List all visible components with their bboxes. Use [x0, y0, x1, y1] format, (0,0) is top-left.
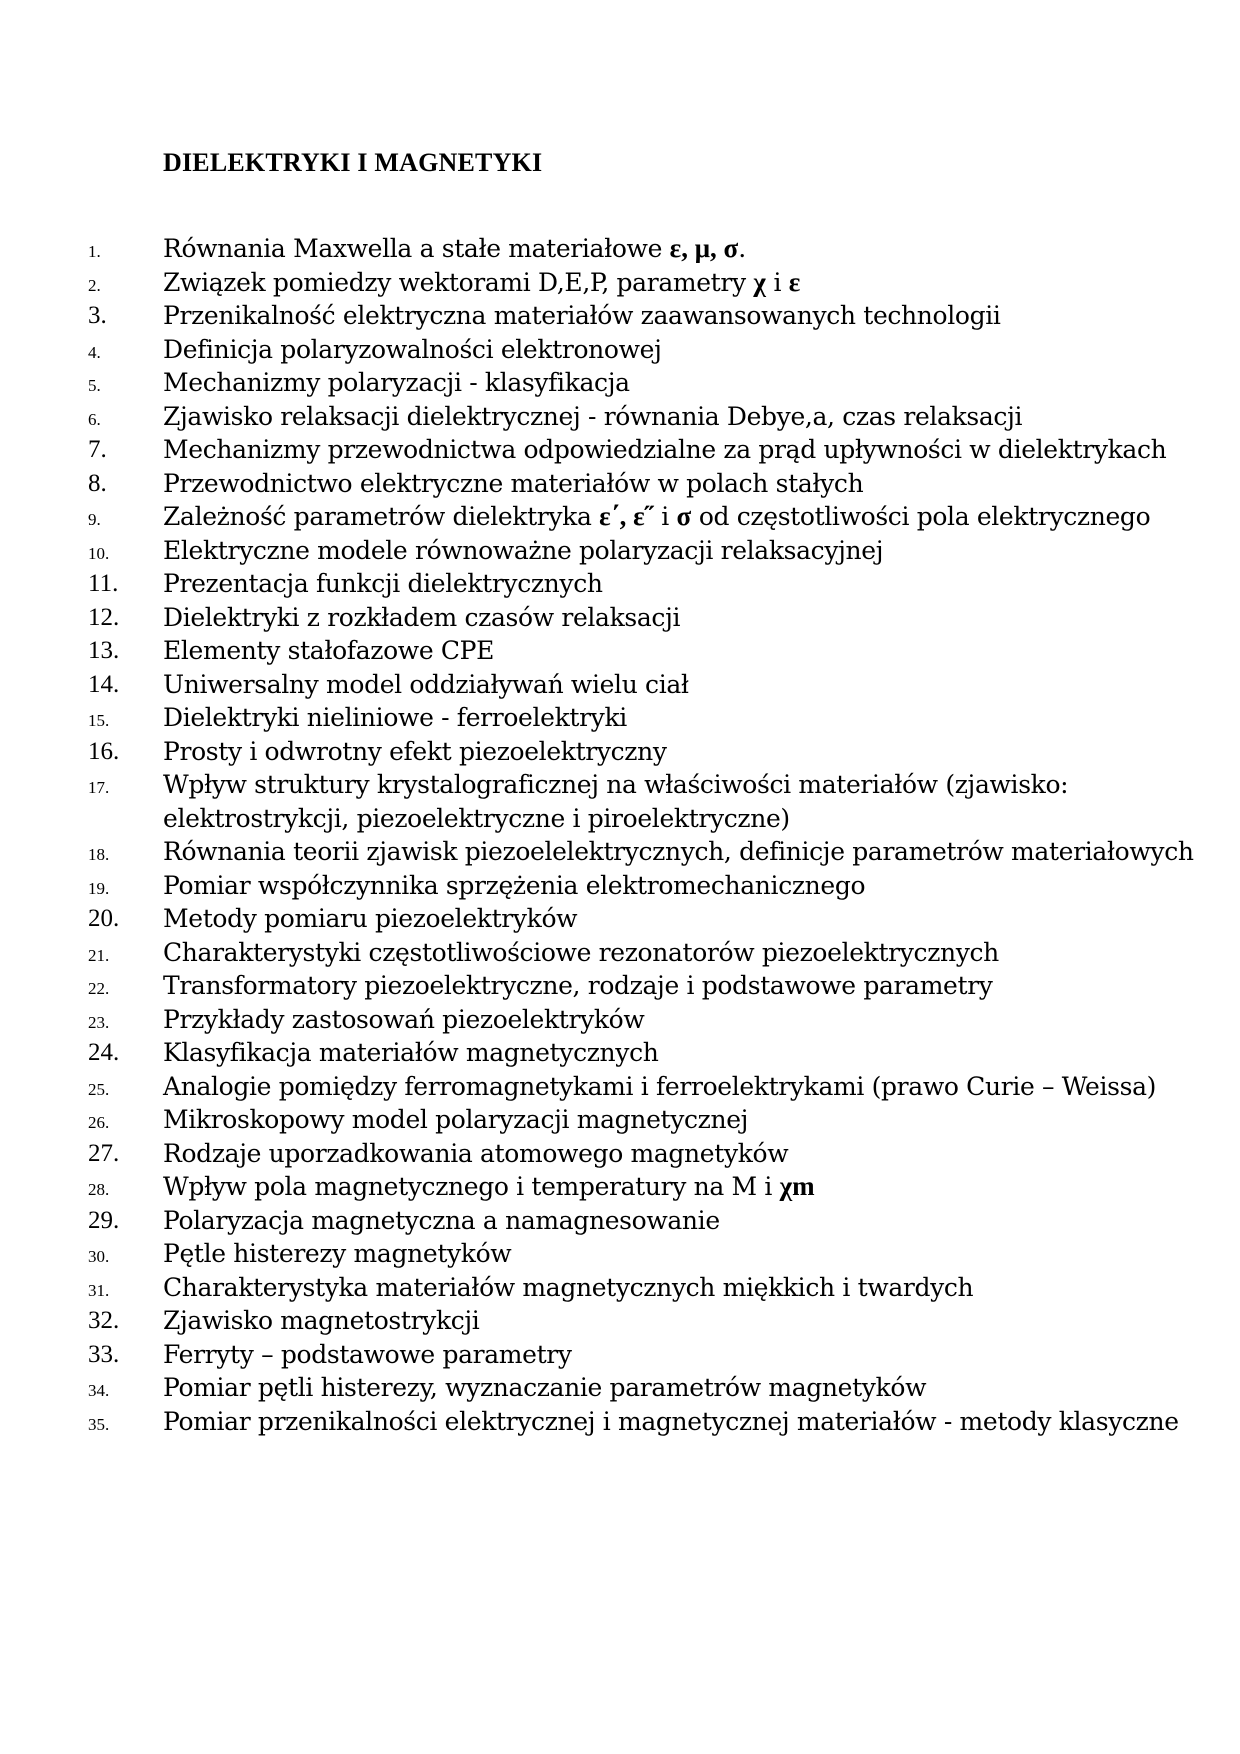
- topic-item: [0, 299, 1240, 333]
- topic-item: [0, 936, 1240, 970]
- topic-item: [0, 366, 1240, 400]
- topic-text-segment: Zjawisko relaksacji dielektrycznej - równania Debye,a, czas relaksacji: [163, 401, 1023, 431]
- topic-number: 18.: [88, 845, 110, 864]
- topic-text-segment: Mechanizmy polaryzacji - klasyfikacja: [163, 368, 630, 397]
- topic-text: [163, 1103, 1163, 1137]
- topic-number: 11.: [88, 570, 119, 597]
- topic-text-segment: Rodzaje uporzadkowania atomowego magnetyków: [163, 1138, 789, 1168]
- topic-text-segment: Uniwersalny model oddziaływań wielu ciał: [163, 669, 689, 699]
- topic-text: [163, 232, 1163, 266]
- topic-text-segment: Charakterystyka materiałów magnetycznych miękkich i twardych: [163, 1272, 974, 1302]
- topic-item: [0, 1103, 1240, 1137]
- topic-text: [163, 1137, 1163, 1171]
- topic-item: [0, 567, 1240, 601]
- topic-text-segment: od częstotliwości pola elektrycznego: [691, 502, 1151, 531]
- topic-text: [163, 534, 1163, 568]
- topic-item: [0, 768, 1240, 835]
- topic-number: 8.: [88, 469, 107, 497]
- topic-text-segment: Transformatory piezoelektryczne, rodzaje i podstawowe parametry: [163, 971, 993, 1000]
- topic-number: 23.: [88, 1012, 110, 1032]
- topic-text: [163, 969, 1163, 1003]
- topic-item: [0, 333, 1240, 367]
- topic-item: [0, 1304, 1240, 1338]
- topic-text-segment: Dielektryki nieliniowe - ferroelektryki: [163, 703, 627, 732]
- topic-text-segment: Zjawisko magnetostrykcji: [163, 1306, 480, 1335]
- topic-text-segment: Pomiar pętli histerezy, wyznaczanie parametrów magnetyków: [163, 1373, 927, 1402]
- topic-text: [163, 1405, 1179, 1439]
- topic-item: [0, 1338, 1240, 1372]
- topic-text: [163, 1304, 1163, 1338]
- topic-number: 15.: [88, 711, 110, 730]
- topic-number: 9.: [88, 510, 101, 529]
- topic-item: [0, 701, 1240, 735]
- topic-number: 35.: [88, 1414, 110, 1434]
- topic-item: [0, 1036, 1240, 1070]
- topic-number: 21.: [88, 945, 110, 965]
- topic-text-segment: Wpływ pola magnetycznego i temperatury na M i: [163, 1172, 780, 1201]
- topic-text-segment: Dielektryki z rozkładem czasów relaksacji: [163, 602, 681, 632]
- topic-text: [163, 500, 1163, 534]
- topic-text-segment: Związek pomiedzy wektorami D,E,P, parametry: [163, 267, 754, 297]
- topic-item: [0, 869, 1240, 903]
- topic-text: [163, 902, 1163, 936]
- topic-number: 2.: [88, 275, 101, 295]
- topic-item: [0, 433, 1240, 467]
- topic-item: [0, 1271, 1240, 1305]
- topic-text: [163, 333, 1163, 367]
- topic-text: [163, 668, 1163, 702]
- topic-text-segment: Przykłady zastosowań piezoelektryków: [163, 1004, 645, 1034]
- topic-text: [163, 1204, 1163, 1238]
- topic-text-segment: Metody pomiaru piezoelektryków: [163, 904, 578, 933]
- math-symbol: ε΄, ε˝: [599, 501, 654, 531]
- topic-text-segment: Elektryczne modele równoważne polaryzacji relaksacyjnej: [163, 535, 884, 565]
- topic-number: 13.: [88, 637, 120, 664]
- topic-item: [0, 1237, 1240, 1271]
- math-symbol: σ: [676, 501, 692, 531]
- topic-text: [163, 266, 1163, 300]
- topic-item: [0, 467, 1240, 501]
- topic-number: 28.: [88, 1180, 110, 1199]
- math-symbol: ε, μ, σ: [669, 233, 739, 263]
- topic-text: [163, 1170, 1163, 1204]
- topic-text: [163, 400, 1163, 434]
- topic-number: 24.: [88, 1039, 120, 1066]
- topic-number: 7.: [88, 436, 107, 463]
- topic-text-segment: Przenikalność elektryczna materiałów zaawansowanych technologii: [163, 301, 1001, 330]
- topic-number: 25.: [88, 1079, 110, 1099]
- topic-text: [163, 835, 1194, 869]
- topic-text-segment: Analogie pomiędzy ferromagnetykami i ferroelektrykami (prawo Curie – Weissa): [163, 1071, 1157, 1101]
- topic-text-segment: Pętle histerezy magnetyków: [163, 1239, 512, 1268]
- topic-text: [163, 1237, 1163, 1271]
- topic-text: [163, 567, 1163, 601]
- topic-item: [0, 266, 1240, 300]
- topic-number: 22.: [88, 979, 110, 998]
- topic-text-segment: Elementy stałofazowe CPE: [163, 636, 495, 665]
- topic-text-segment: Prosty i odwrotny efekt piezoelektryczny: [163, 736, 667, 766]
- topic-text-segment: i: [765, 267, 789, 297]
- topic-item: [0, 1137, 1240, 1171]
- topic-number: 26.: [88, 1113, 110, 1132]
- topic-text: [163, 1271, 1163, 1305]
- topic-number: 31.: [88, 1280, 110, 1300]
- topic-text: [163, 1070, 1163, 1104]
- math-symbol: χ: [753, 266, 766, 297]
- topic-text-segment: Charakterystyki częstotliwościowe rezonatorów piezoelektrycznych: [163, 937, 999, 967]
- topic-text-segment: Pomiar współczynnika sprzężenia elektromechanicznego: [163, 870, 866, 900]
- topic-number: 14.: [88, 670, 120, 698]
- topic-number: 30.: [88, 1247, 110, 1266]
- topic-text: [163, 1003, 1163, 1037]
- topic-text-segment: .: [738, 234, 746, 263]
- topic-text: [163, 735, 1163, 769]
- topic-item: [0, 735, 1240, 769]
- topic-text: [163, 1371, 1163, 1405]
- topic-item: [0, 1003, 1240, 1037]
- topic-item: [0, 634, 1240, 668]
- topic-number: 6.: [88, 409, 101, 429]
- topic-item: [0, 835, 1240, 869]
- topic-item: [0, 1371, 1240, 1405]
- document-title: DIELEKTRYKI I MAGNETYKI: [163, 148, 543, 177]
- topic-item: [0, 1070, 1240, 1104]
- topic-text: [163, 1036, 1163, 1070]
- topic-item: [0, 1170, 1240, 1204]
- topic-text: [163, 433, 1167, 467]
- topic-item: [0, 534, 1240, 568]
- topic-number: 1.: [88, 242, 101, 261]
- topic-text-segment: Klasyfikacja materiałów magnetycznych: [163, 1038, 659, 1067]
- topic-text-segment: Mechanizmy przewodnictwa odpowiedzialne za prąd upływności w dielektrykach: [163, 435, 1167, 464]
- topic-text: [163, 467, 1163, 501]
- topic-text-segment: i: [653, 502, 677, 531]
- topic-text-segment: Prezentacja funkcji dielektrycznych: [163, 569, 603, 598]
- topic-text: [163, 366, 1163, 400]
- topic-text-segment: Polaryzacja magnetyczna a namagnesowanie: [163, 1205, 720, 1235]
- topic-text-segment: Mikroskopowy model polaryzacji magnetycznej: [163, 1105, 749, 1134]
- topic-item: [0, 668, 1240, 702]
- topic-item: [0, 400, 1240, 434]
- topic-text: [163, 936, 1163, 970]
- topic-text-segment: Zależność parametrów dielektryka: [163, 502, 600, 531]
- topic-number: 27.: [88, 1139, 120, 1167]
- math-symbol: ε: [788, 266, 801, 297]
- topic-number: 5.: [88, 376, 101, 395]
- topic-item: [0, 500, 1240, 534]
- topic-item: [0, 969, 1240, 1003]
- math-symbol: χm: [779, 1171, 815, 1201]
- topic-number: 34.: [88, 1381, 110, 1400]
- topic-text-segment: Pomiar przenikalności elektrycznej i magnetycznej materiałów - metody klasyczne: [163, 1406, 1179, 1436]
- topic-number: 17.: [88, 778, 110, 797]
- topic-text-segment: Definicja polaryzowalności elektronowej: [163, 334, 662, 364]
- topic-number: 33.: [88, 1340, 120, 1368]
- topic-number: 16.: [88, 737, 120, 765]
- topic-number: 3.: [88, 302, 107, 329]
- topic-number: 12.: [88, 603, 120, 631]
- topic-item: [0, 1405, 1240, 1439]
- topic-item: [0, 601, 1240, 635]
- topic-number: 32.: [88, 1307, 120, 1334]
- topic-item: [0, 902, 1240, 936]
- topic-number: 19.: [88, 878, 110, 898]
- topic-text: [163, 869, 1163, 903]
- topic-text-segment: Ferryty – podstawowe parametry: [163, 1339, 572, 1369]
- topic-text: [163, 768, 1163, 835]
- topic-list: [0, 232, 1240, 1438]
- topic-text: [163, 1338, 1163, 1372]
- topic-text: [163, 634, 1163, 668]
- topic-item: [0, 232, 1240, 266]
- topic-text-segment: Równania Maxwella a stałe materiałowe: [163, 234, 670, 263]
- topic-text-segment: Przewodnictwo elektryczne materiałów w polach stałych: [163, 468, 864, 498]
- topic-text: [163, 299, 1163, 333]
- topic-number: 20.: [88, 905, 120, 932]
- topic-number: 29.: [88, 1206, 120, 1234]
- topic-number: 10.: [88, 543, 110, 563]
- topic-text: [163, 701, 1163, 735]
- topic-text-segment: Równania teorii zjawisk piezoelelektrycznych, definicje parametrów materiałowych: [163, 837, 1194, 866]
- topic-item: [0, 1204, 1240, 1238]
- topic-text: [163, 601, 1163, 635]
- topic-number: 4.: [88, 342, 101, 362]
- topic-text-segment: Wpływ struktury krystalograficznej na właściwości materiałów (zjawisko: elektrostrykcji, piezoelektryczne i piroelektryczne): [163, 770, 1069, 833]
